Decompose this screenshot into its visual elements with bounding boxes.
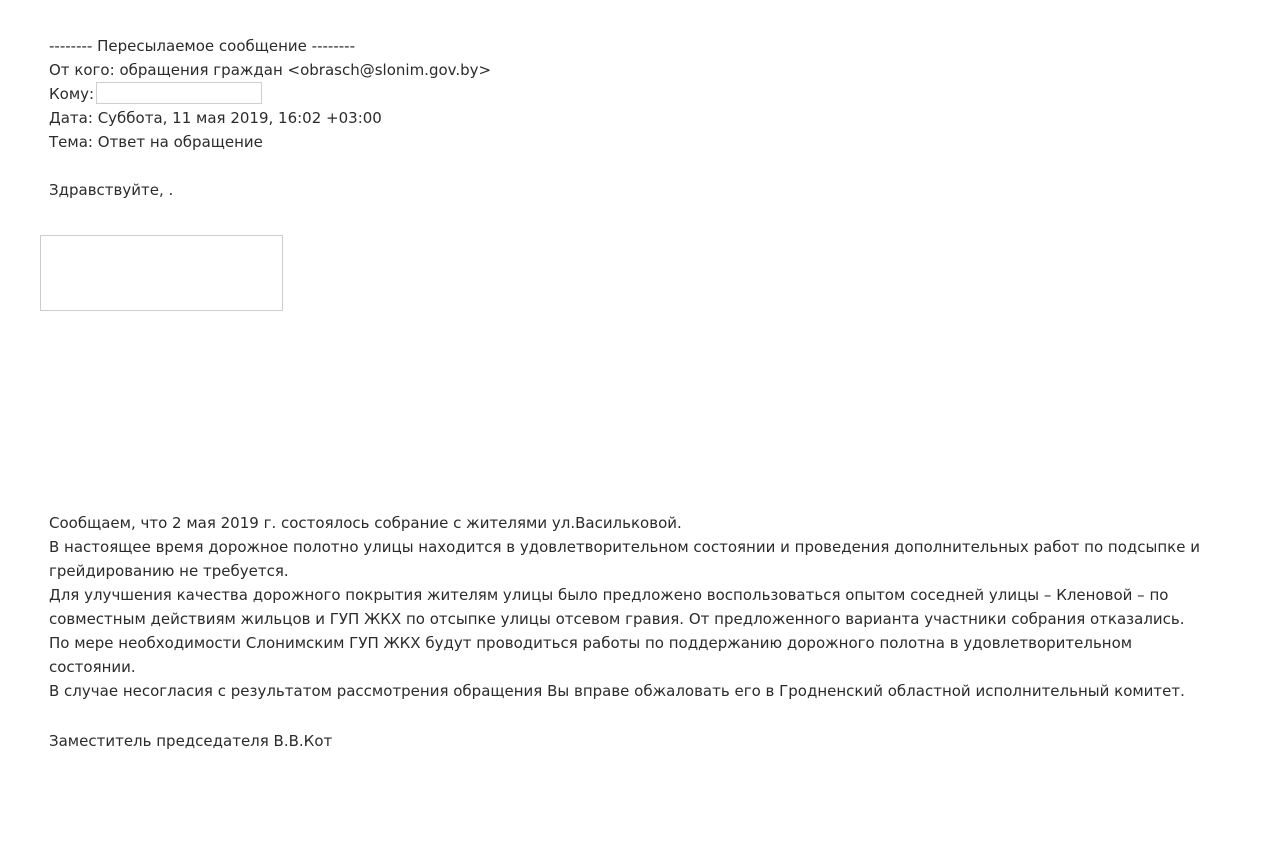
paragraph-line: совместным действиям жильцов и ГУП ЖКХ по отсыпке улицы отсевом гравия. От предложенного варианта участники собрания отказались. [49, 610, 1185, 628]
to-label: Кому: [49, 85, 95, 103]
paragraph-line: По мере необходимости Слонимским ГУП ЖКХ будут проводиться работы по поддержанию дорожного полотна в удовлетворительном [49, 634, 1133, 652]
from-value[interactable]: обращения граждан <obrasch@slonim.gov.by> [119, 61, 492, 79]
paragraph-line: В случае несогласия с результатом рассмотрения обращения Вы вправе обжаловать его в Гродненский областной исполнительный комитет. [49, 682, 1185, 700]
signature: Заместитель председателя В.В.Кот [49, 732, 333, 750]
paragraph-line: состоянии. [49, 658, 136, 676]
date-label: Дата: [49, 109, 93, 127]
date-row [49, 106, 382, 130]
date-value: Суббота, 11 мая 2019, 16:02 +03:00 [97, 109, 382, 127]
subject-label: Тема: [49, 133, 93, 151]
message-text [49, 511, 1254, 703]
paragraph-line: грейдированию не требуется. [49, 562, 289, 580]
forward-separator: -------- Пересылаемое сообщение -------- [49, 37, 355, 55]
paragraph-line: В настоящее время дорожное полотно улицы находится в удовлетворительном состоянии и проведения дополнительных работ по подсыпке и [49, 538, 1200, 556]
to-row [49, 82, 262, 106]
greeting: Здравствуйте, . [49, 181, 174, 199]
paragraph-line: Сообщаем, что 2 мая 2019 г. состоялось собрание с жителями ул.Васильковой. [49, 514, 682, 532]
to-value-redacted [96, 82, 262, 104]
paragraph-line: Для улучшения качества дорожного покрытия жителям улицы было предложено воспользоваться опытом соседней улицы – Кленовой – по [49, 586, 1169, 604]
embedded-image-placeholder [40, 235, 283, 311]
from-label: От кого: [49, 61, 115, 79]
from-row [49, 58, 491, 82]
subject-row [49, 130, 263, 154]
subject-value: Ответ на обращение [97, 133, 263, 151]
